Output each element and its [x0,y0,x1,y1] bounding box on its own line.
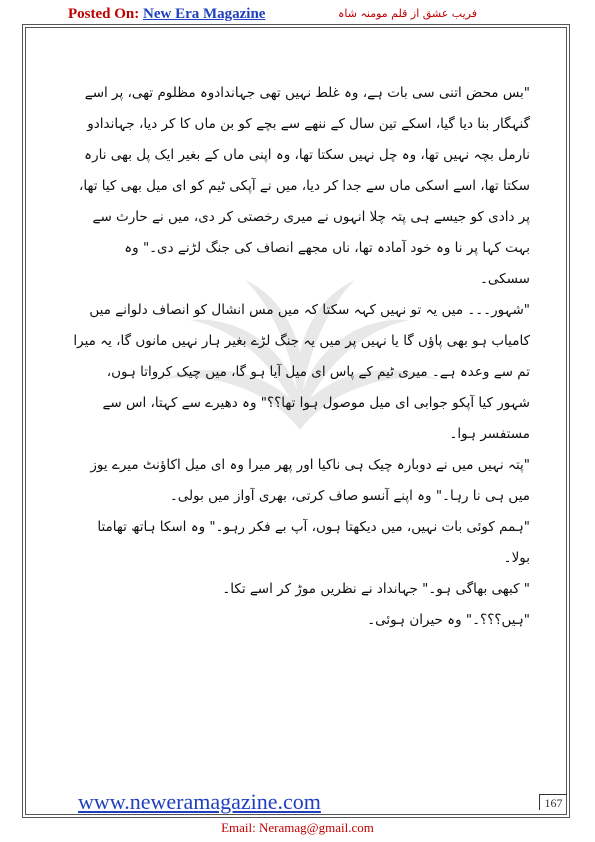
story-text [70,78,530,636]
paragraph-2: "شہور۔۔۔ میں یہ تو نہیں کہہ سکتا کہ میں مس انشال کو انصاف دلوانے میں کامیاب ہو بھی پاؤں گا یا نہیں پر میں یہ جنگ لڑے بغیر ہار نہیں مانوں گا، یہ میرا تم سے وعدہ ہے۔ میری ٹیم کے پاس ای میل آیا ہو گا، میں چیک کرواتا ہوں، شہور کیا آپکو جوابی ای میل موصول ہوا تھا؟؟" وہ دھیرے سے کہتا، اس سے مستفسر ہوا۔ [73,302,530,442]
contact-email: Email: Neramag@gmail.com [221,820,374,835]
paragraph-6: "ہیں؟؟؟۔" وہ حیران ہوئی۔ [367,612,530,628]
website-link[interactable]: www.neweramagazine.com [78,789,321,814]
paragraph-4: "ہمم کوئی بات نہیں، میں دیکھتا ہوں، آپ بے فکر رہو۔" وہ اسکا ہاتھ تھامتا بولا۔ [97,519,530,566]
book-title: فریب عشق از قلم مومنہ شاہ [337,7,477,20]
paragraph-1: "بس محض اتنی سی بات ہے، وہ غلط نہیں تھی جہاندادوہ مظلوم تھی، پر اسے گنہگار بنا دیا گیا، اسکے تین سال کے ننھے سے بچے کو بن ماں کا کر دیا، جہاندادو نارمل بچہ نہیں تھا، وہ چل نہیں سکتا تھا، وہ اپنی ماں کے بغیر ایک پل بھی نارہ سکتا تھا، اسے اسکی ماں سے جدا کر دیا، میں نے آپکی ٹیم کو ای میل بھی کیا تھا، پر دادی کو جیسے ہی پتہ چلا انہوں نے میری رخصتی کر دی، میں نے حارث سے بہت کہا پر نا وہ خود آمادہ تھا، ناں مجھے انصاف کی جنگ لڑنے دی۔" وہ سسکی۔ [79,85,530,287]
magazine-link[interactable]: New Era Magazine [143,6,266,22]
posted-on-header [68,6,265,23]
posted-on-label: Posted On: [68,6,143,22]
page-number: 167 [539,794,567,810]
paragraph-3: "پتہ نہیں میں نے دوبارہ چیک ہی ناکیا اور پھر میرا وہ ای میل اکاؤنٹ میرے یوز میں ہی نا رہا۔" وہ اپنے آنسو صاف کرتی، بھری آواز میں بولی۔ [90,457,530,504]
paragraph-5: " کبھی بھاگی ہو۔" جہانداد نے نظریں موڑ کر اسے تکا۔ [222,581,530,597]
